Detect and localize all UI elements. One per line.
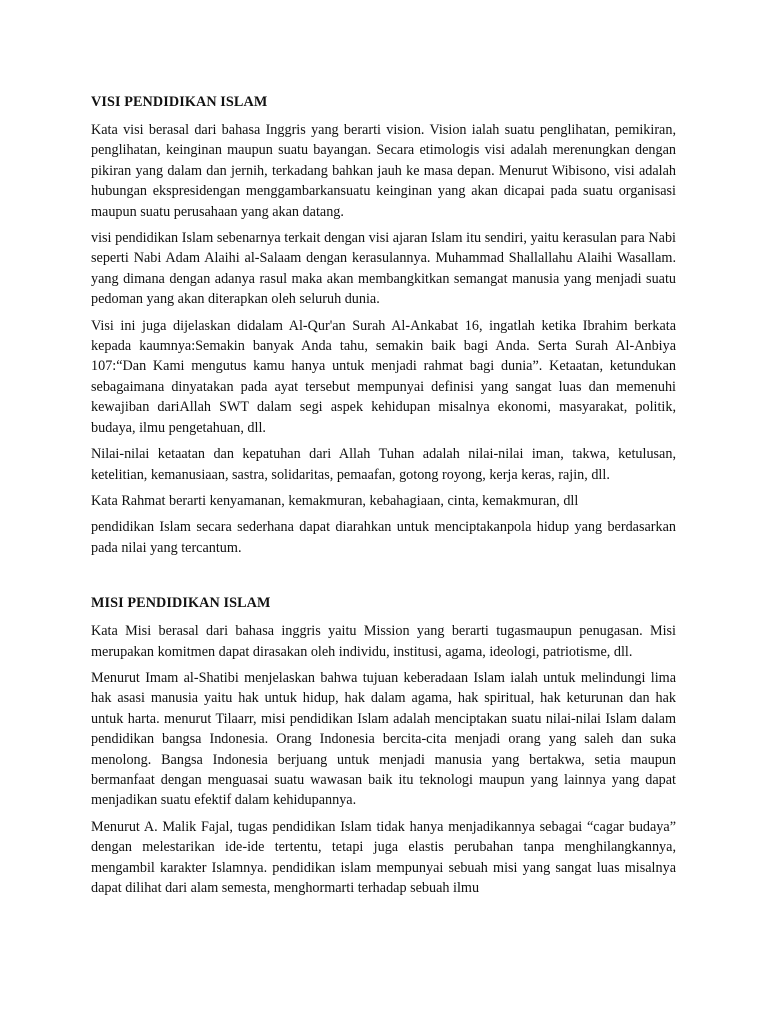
visi-paragraph-2: visi pendidikan Islam sebenarnya terkait dengan visi ajaran Islam itu sendiri, yaitu kerasulan para Nabi seperti Nabi Adam Alaihi al-Salaam dengan kerasulannya. Muhammad Shallallahu Alaihi Wasallam. yang dimana dengan adanya rasul maka akan membangkitkan semangat manusia yang menjadi suatu pedoman yang akan diterapkan oleh seluruh dunia. — [91, 230, 676, 308]
visi-paragraph-5: Kata Rahmat berarti kenyamanan, kemakmuran, kebahagiaan, cinta, kemakmuran, dll — [91, 492, 579, 509]
visi-paragraph-6: pendidikan Islam secara sederhana dapat diarahkan untuk menciptakanpola hidup yang berdasarkan pada nilai yang tercantum. — [91, 519, 676, 556]
visi-section — [91, 92, 676, 558]
misi-paragraph-1: Kata Misi berasal dari bahasa inggris yaitu Mission yang berarti tugasmaupun penugasan. Misi merupakan komitmen dapat dirasakan oleh individu, institusi, agama, ideologi, patriotisme, dll. — [91, 623, 676, 660]
visi-paragraph-4: Nilai-nilai ketaatan dan kepatuhan dari Allah Tuhan adalah nilai-nilai iman, takwa, ketulusan, ketelitian, kemanusiaan, sastra, solidaritas, pemaafan, gotong royong, kerja keras, rajin, dll. — [91, 446, 676, 483]
misi-paragraph-3: Menurut A. Malik Fajal, tugas pendidikan Islam tidak hanya menjadikannya sebagai “cagar budaya” dengan melestarikan ide-ide tertentu, tetapi juga elastis perubahan tanpa menghilangkannya, mengambil karakter Islamnya. pendidikan islam mempunyai sebuah misi yang sangat luas misalnya dapat dilihat dari alam semesta, menghormarti terhadap sebuah ilmu — [91, 818, 676, 896]
visi-paragraph-1: Kata visi berasal dari bahasa Inggris yang berarti vision. Vision ialah suatu penglihatan, pemikiran, penglihatan, keinginan maupun suatu bayangan. Secara etimologis visi adalah merenungkan dengan pikiran yang dalam dan jernih, terkadang bahkan jauh ke masa depan. Menurut Wibisono, visi adalah hubungan ekspresidengan menggambarkansuatu keinginan yang akan dicapai pada suatu organisasi maupun suatu perusahaan yang akan datang. — [91, 122, 676, 220]
visi-heading: VISI PENDIDIKAN ISLAM — [91, 94, 268, 110]
misi-section — [91, 593, 676, 898]
document-page — [91, 92, 676, 904]
visi-paragraph-3: Visi ini juga dijelaskan didalam Al-Qur'an Surah Al-Ankabat 16, ingatlah ketika Ibrahim berkata kepada kaumnya:Semakin banyak Anda tahu, semakin baik bagi Anda. Serta Surah Al-Anbiya 107:“Dan Kami mengutus kamu hanya untuk menjadi rahmat bagi dunia”. Ketaatan, ketundukan sebagaimana dinyatakan pada ayat tersebut mempunyai definisi yang sangat luas dan memenuhi kewajiban dariAllah SWT dalam segi aspek kehidupan misalnya ekonomi, masyarakat, politik, budaya, ilmu pengetahuan, dll. — [91, 317, 676, 436]
misi-paragraph-2: Menurut Imam al-Shatibi menjelaskan bahwa tujuan keberadaan Islam ialah untuk melindungi lima hak asasi manusia yaitu hak untuk hidup, hak dalam agama, hak spiritual, hak keturunan dan hak untuk harta. menurut Tilaarr, misi pendidikan Islam adalah menciptakan suatu nilai-nilai Islam dalam pendidikan bangsa Indonesia. Orang Indonesia bercita-cita menjadi orang yang saleh dan suka menolong. Bangsa Indonesia berjuang untuk menjadi manusia yang bertakwa, setia maupun bermanfaat dengan menguasai suatu wawasan baik itu teknologi maupun yang lainnya yang dapat menjadikan suatu efektif dalam kehidupannya. — [91, 669, 676, 809]
section-spacer — [91, 564, 676, 593]
misi-heading: MISI PENDIDIKAN ISLAM — [91, 595, 271, 612]
